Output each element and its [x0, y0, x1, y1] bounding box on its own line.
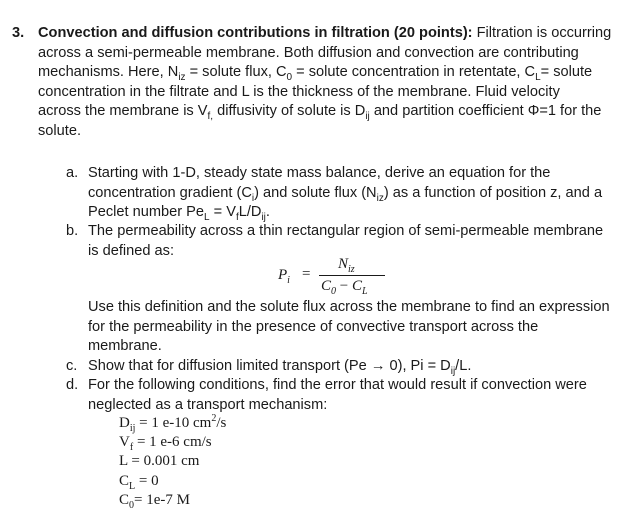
part-text: For the following conditions, find the error that would result if convection were neglected as a transport mechanism:	[88, 377, 587, 413]
intro-line-5: across the membrane is $V_{f,}$ diffusivity of solute is $D_{ij}$ and partition coefficient Φ=1 for the	[38, 103, 602, 123]
condition-item: $C_0= 1e-7$ M	[119, 491, 190, 511]
problem-title: Convection and diffusion contributions in filtration (20 points):	[38, 25, 473, 41]
intro-line-1: Convection and diffusion contributions in filtration (20 points): Filtration is occurring	[38, 25, 612, 41]
equation-equals: =	[302, 266, 311, 282]
part-text: The permeability across a thin rectangular region of semi-permeable membrane is defined as:	[88, 223, 604, 259]
intro-line-3: mechanisms. Here, $N_{iz}$ = solute flux, $C_0$ = solute concentration in retentate, $C_L=$ solute	[38, 64, 593, 84]
part-text: Starting with 1-D, steady state mass balance, derive an equation for the concentration gradient $(C_i)$ and solute flux $(N_{iz})$ as a function of position z, and a Peclet number $Pe_L = V_fL/D_{ij}$.	[88, 165, 603, 224]
part-text: Show that for diffusion limited transport (Pe → 0), $Pi = D_{ij}/L$.	[88, 358, 472, 377]
part-label: a.	[66, 165, 79, 181]
intro-line-6: solute.	[38, 122, 81, 139]
equation-numerator: $N_{iz}$	[338, 256, 355, 275]
part-label: b.	[66, 223, 79, 239]
intro-line-2: across a semi-permeable membrane. Both diffusion and convection are contributing	[38, 44, 579, 61]
fraction-bar	[319, 275, 385, 276]
conditions-list	[119, 414, 226, 510]
condition-item: L = 0.001 cm	[119, 453, 200, 470]
equation-lhs: $P_i$	[278, 267, 290, 286]
problem-number: 3.	[12, 25, 25, 41]
part-text: Use this definition and the solute flux across the membrane to find an expression for the permeability in the presence of convective transport across the membrane.	[88, 299, 610, 355]
condition-item: $C_L = 0$	[119, 472, 159, 492]
part-label: c.	[66, 358, 78, 374]
equation-denominator: $C_0 - C_L$	[321, 278, 368, 297]
condition-item: $D_{ij} = 1$ e-10 $cm^2/s$	[119, 413, 227, 434]
part-label: d.	[66, 377, 79, 393]
problem-intro	[38, 24, 628, 142]
permeability-equation	[278, 254, 418, 297]
intro-line-4: concentration in the filtrate and L is the thickness of the membrane. Fluid velocity	[38, 83, 560, 100]
condition-item: $V_f = 1$ e-6 cm/s	[119, 434, 212, 454]
